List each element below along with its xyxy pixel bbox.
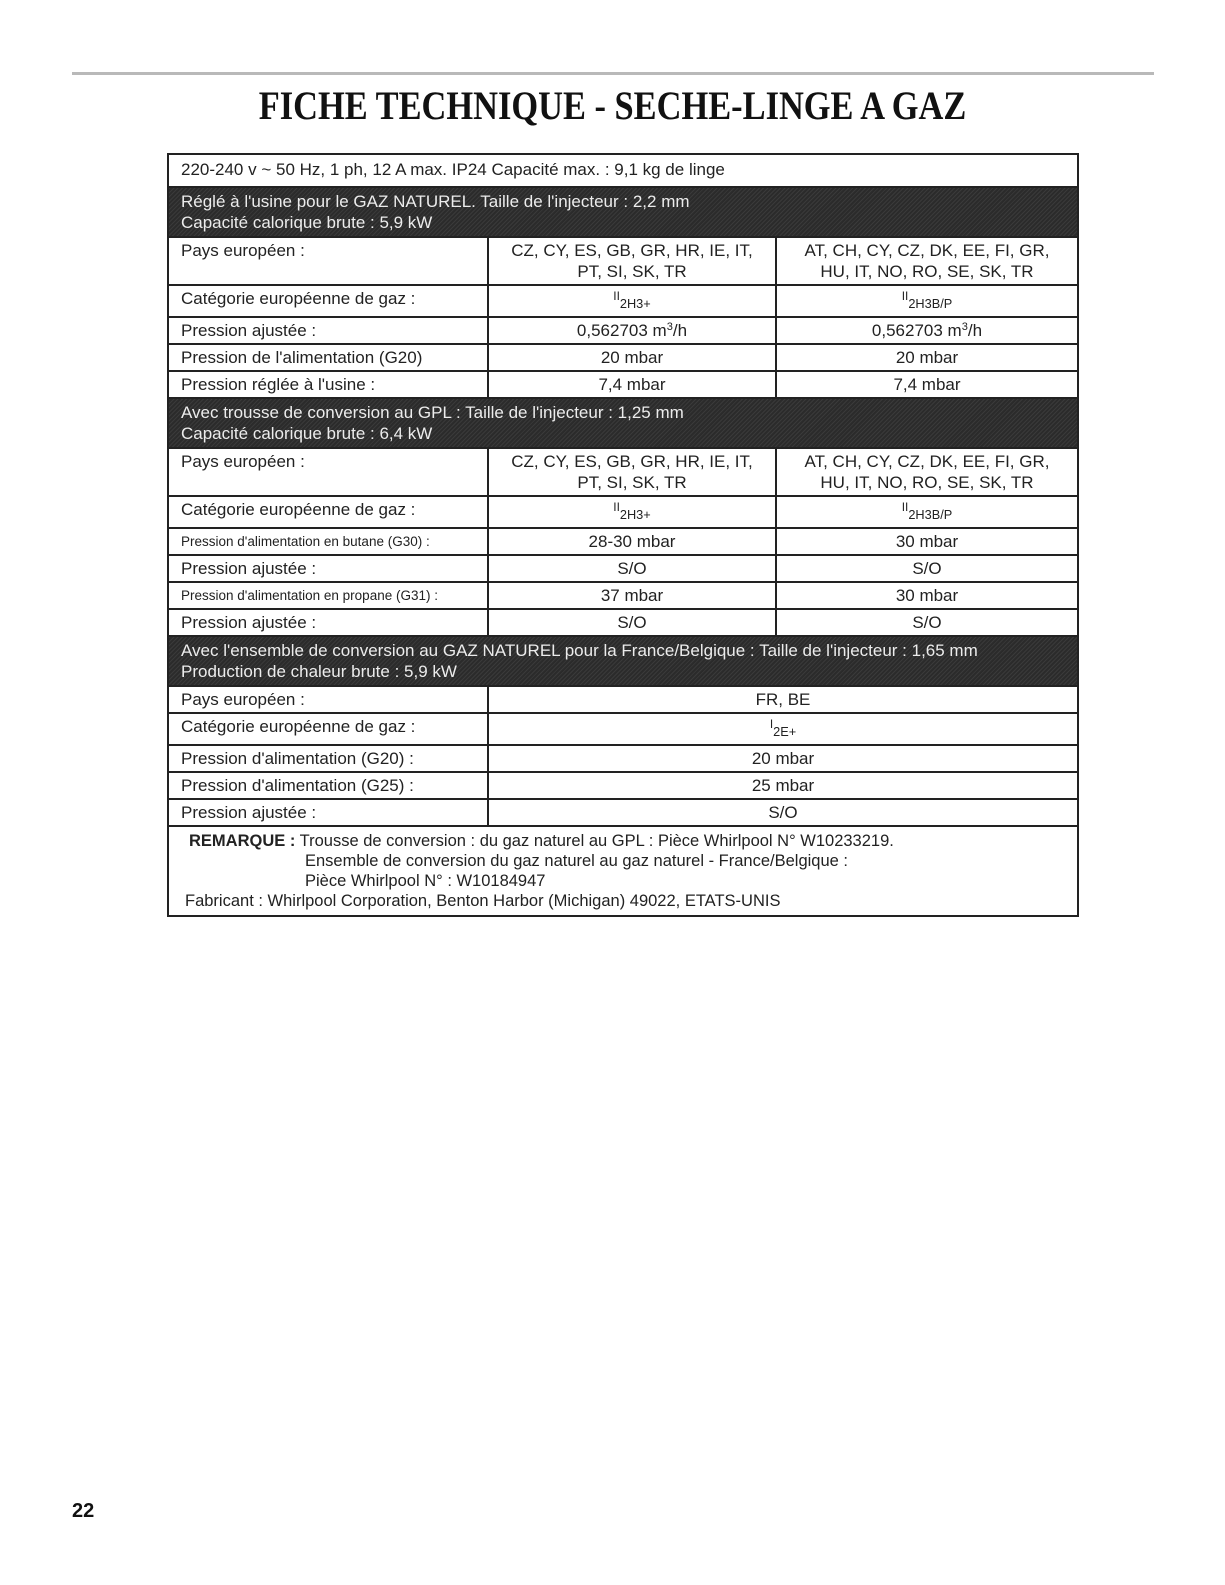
table-row — [168, 799, 1078, 826]
row-label: Catégorie européenne de gaz : — [168, 496, 488, 528]
band-line: Capacité calorique brute : 5,9 kW — [181, 213, 433, 232]
table-row — [168, 772, 1078, 799]
table-row — [168, 371, 1078, 398]
note-label: REMARQUE : — [189, 832, 296, 850]
table-row — [168, 555, 1078, 582]
cell-value — [488, 317, 776, 344]
table-row — [168, 528, 1078, 555]
top-rule — [72, 72, 1154, 75]
row-label: Pays européen : — [168, 448, 488, 496]
cell-value — [488, 713, 1078, 745]
gas-category-sub: 2H3B/P — [908, 507, 953, 522]
cell-value: FR, BE — [488, 686, 1078, 713]
cell-value: 7,4 mbar — [488, 371, 776, 398]
row-label: Pression d'alimentation en butane (G30) : — [168, 528, 488, 555]
row-label: Catégorie européenne de gaz : — [168, 713, 488, 745]
cell-value — [776, 496, 1078, 528]
table-row — [168, 745, 1078, 772]
cell-value: S/O — [488, 799, 1078, 826]
row-label: Pays européen : — [168, 237, 488, 285]
row-label: Pays européen : — [168, 686, 488, 713]
page-title: FICHE TECHNIQUE - SECHE-LINGE A GAZ — [258, 83, 967, 128]
header-line: 220-240 v ~ 50 Hz, 1 ph, 12 A max. IP24 Capacité max. : 9,1 kg de linge — [168, 154, 1078, 187]
cell-value: S/O — [488, 609, 776, 636]
gas-category-main: II — [613, 289, 620, 303]
table-row — [168, 285, 1078, 317]
cell-value: 7,4 mbar — [776, 371, 1078, 398]
cell-value — [776, 285, 1078, 317]
band-line: Réglé à l'usine pour le GAZ NATUREL. Taille de l'injecteur : 2,2 mm — [181, 192, 690, 211]
flow-exponent: 3 — [666, 321, 673, 333]
row-label: Catégorie européenne de gaz : — [168, 285, 488, 317]
row-label: Pression d'alimentation (G25) : — [168, 772, 488, 799]
cell-value: 37 mbar — [488, 582, 776, 609]
cell-value: 20 mbar — [488, 344, 776, 371]
cell-value — [488, 496, 776, 528]
table-row — [168, 448, 1078, 496]
table-row — [168, 496, 1078, 528]
cell-value: S/O — [488, 555, 776, 582]
section-band-fr-be-conversion — [168, 636, 1078, 686]
row-label: Pression réglée à l'usine : — [168, 371, 488, 398]
gas-category-sub: 2H3B/P — [908, 296, 953, 311]
spec-table — [167, 153, 1079, 917]
table-row — [168, 237, 1078, 285]
band-line: Capacité calorique brute : 6,4 kW — [181, 424, 433, 443]
note-cell — [168, 826, 1078, 916]
flow-unit: /h — [672, 321, 688, 340]
band-line: Avec l'ensemble de conversion au GAZ NATUREL pour la France/Belgique : Taille de l'injecteur : 1,65 mm — [181, 641, 978, 660]
table-row — [168, 582, 1078, 609]
cell-value — [488, 285, 776, 317]
cell-value: 30 mbar — [776, 528, 1078, 555]
gas-category-sub: 2H3+ — [619, 296, 651, 311]
gas-category-main: II — [901, 289, 909, 303]
note-line: Trousse de conversion : du gaz naturel au GPL : Pièce Whirlpool N° W10233219. — [299, 832, 894, 850]
cell-value: S/O — [776, 555, 1078, 582]
cell-value: CZ, CY, ES, GB, GR, HR, IE, IT, PT, SI, SK, TR — [488, 237, 776, 285]
row-label: Pression ajustée : — [168, 799, 488, 826]
band-line: Avec trousse de conversion au GPL : Taille de l'injecteur : 1,25 mm — [181, 403, 684, 422]
cell-value: AT, CH, CY, CZ, DK, EE, FI, GR, HU, IT, NO, RO, SE, SK, TR — [776, 448, 1078, 496]
flow-value: 0,562703 m — [576, 321, 667, 340]
table-row — [168, 686, 1078, 713]
table-row — [168, 609, 1078, 636]
cell-value: 30 mbar — [776, 582, 1078, 609]
row-label: Pression d'alimentation en propane (G31) : — [168, 582, 488, 609]
gas-category-main: II — [901, 500, 909, 514]
band-line: Production de chaleur brute : 5,9 kW — [181, 662, 457, 681]
cell-value: AT, CH, CY, CZ, DK, EE, FI, GR, HU, IT, NO, RO, SE, SK, TR — [776, 237, 1078, 285]
row-label: Pression ajustée : — [168, 317, 488, 344]
flow-value: 0,562703 m — [871, 321, 962, 340]
cell-value: 20 mbar — [776, 344, 1078, 371]
section-band-lpg-conversion — [168, 398, 1078, 448]
manufacturer-line: Fabricant : Whirlpool Corporation, Benton Harbor (Michigan) 49022, ETATS-UNIS — [185, 892, 781, 910]
table-row — [168, 713, 1078, 745]
cell-value: CZ, CY, ES, GB, GR, HR, IE, IT, PT, SI, SK, TR — [488, 448, 776, 496]
table-row — [168, 344, 1078, 371]
flow-unit: /h — [967, 321, 983, 340]
cell-value — [776, 317, 1078, 344]
note-line: Pièce Whirlpool N° : W10184947 — [305, 872, 546, 890]
row-label: Pression ajustée : — [168, 555, 488, 582]
gas-category-sub: 2E+ — [773, 724, 797, 739]
flow-exponent: 3 — [961, 321, 968, 333]
gas-category-main: II — [613, 500, 620, 514]
note-row — [168, 826, 1078, 916]
page-number: 22 — [72, 1500, 95, 1522]
row-label: Pression d'alimentation (G20) : — [168, 745, 488, 772]
note-line: Ensemble de conversion du gaz naturel au gaz naturel - France/Belgique : — [305, 852, 848, 870]
gas-category-sub: 2H3+ — [619, 507, 651, 522]
cell-value: 28-30 mbar — [488, 528, 776, 555]
table-row — [168, 317, 1078, 344]
gas-category-main: I — [769, 717, 774, 731]
cell-value: S/O — [776, 609, 1078, 636]
cell-value: 25 mbar — [488, 772, 1078, 799]
row-label: Pression de l'alimentation (G20) — [168, 344, 488, 371]
row-label: Pression ajustée : — [168, 609, 488, 636]
section-band-natural-gas — [168, 187, 1078, 237]
header-row — [168, 154, 1078, 187]
cell-value: 20 mbar — [488, 745, 1078, 772]
